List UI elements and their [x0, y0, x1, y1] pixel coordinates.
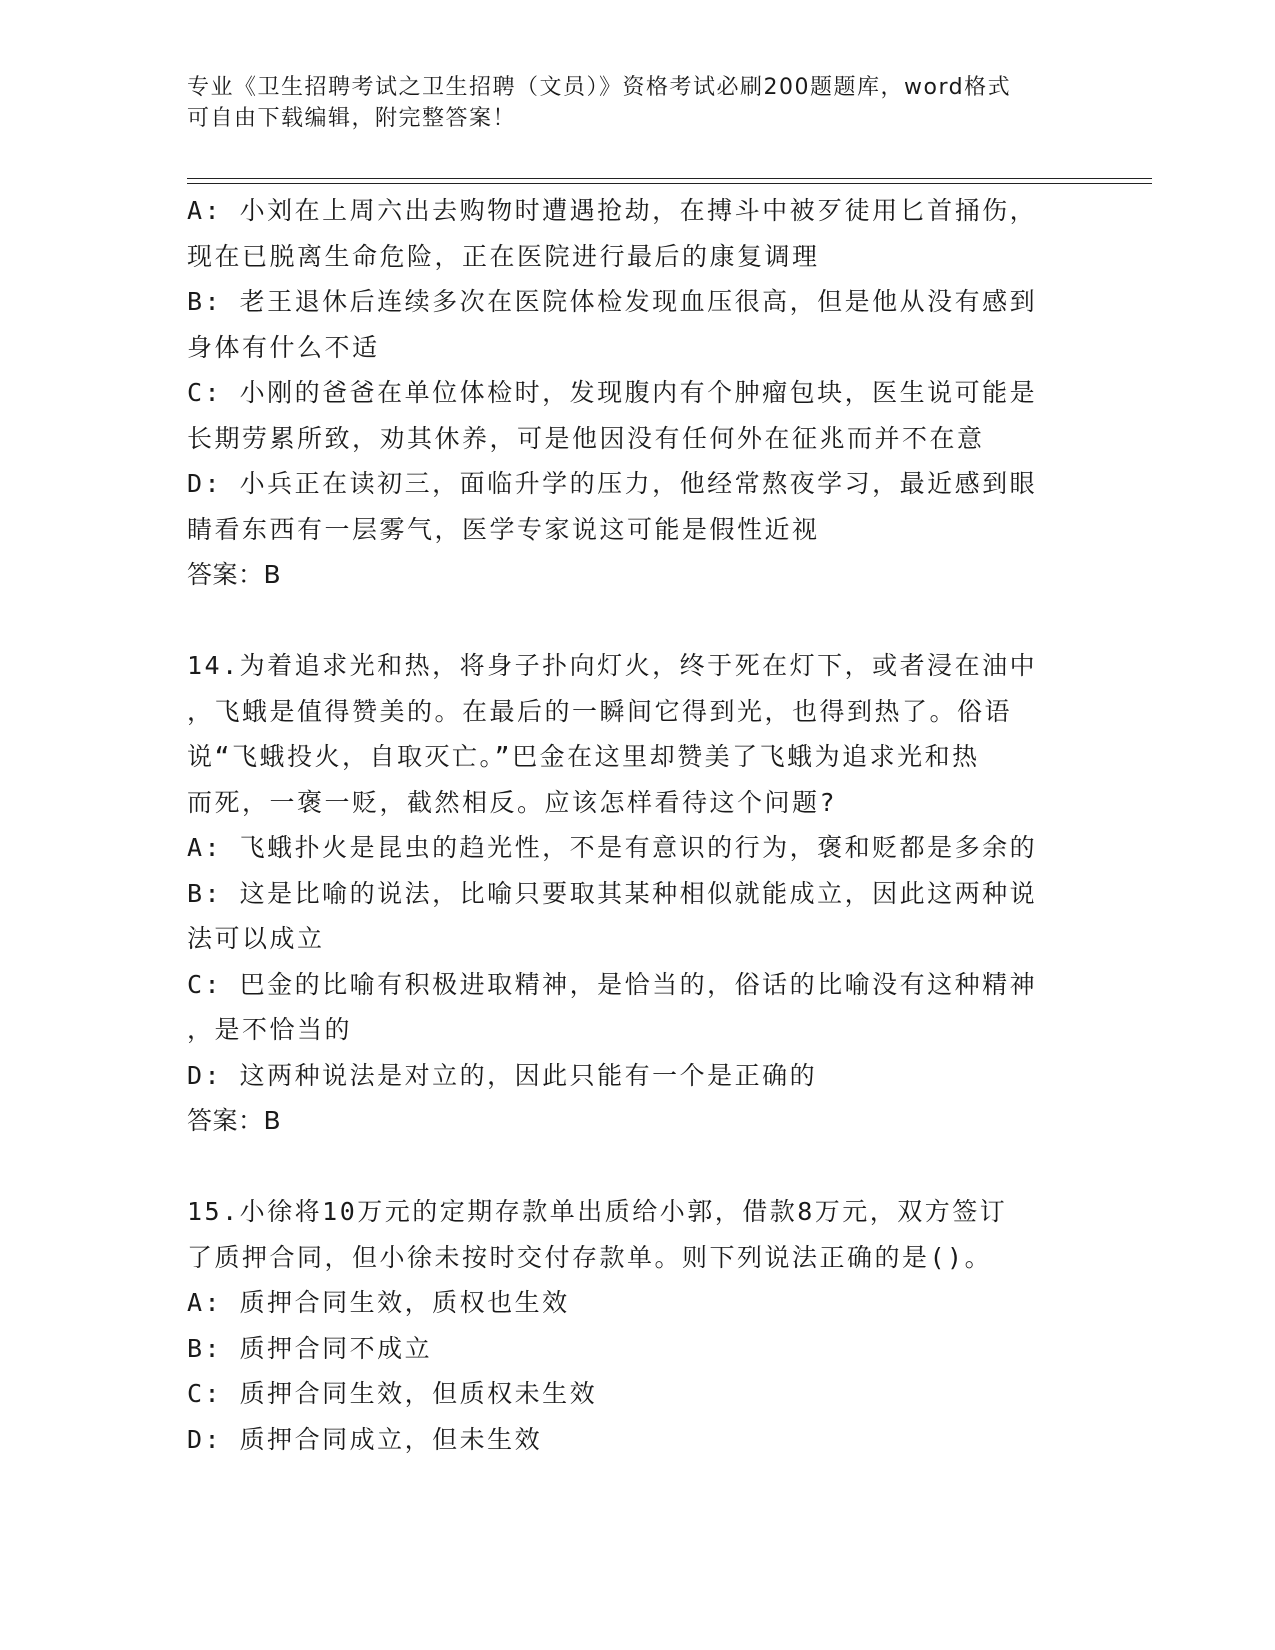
question-stem: 14.为着追求光和热，将身子扑向灯火，终于死在灯下，或者浸在油中	[187, 651, 1038, 680]
answer: 答案：B	[187, 1106, 282, 1135]
option-b-continued: 身体有什么不适	[187, 332, 380, 362]
option-d-continued: 睛看东西有一层雾气，医学专家说这可能是假性近视	[187, 514, 820, 544]
option-a: A: 飞蛾扑火是昆虫的趋光性，不是有意识的行为，褒和贬都是多余的	[187, 833, 1038, 862]
question-stem-continued: 了质押合同，但小徐未按时交付存款单。则下列说法正确的是()。	[187, 1242, 993, 1272]
option-b-continued: 法可以成立	[187, 924, 325, 953]
question-stem-continued: ，飞蛾是值得赞美的。在最后的一瞬间它得到光，也得到热了。俗语	[187, 696, 1013, 726]
question-stem-continued: 说“飞蛾投火，自取灭亡。”巴金在这里却赞美了飞蛾为追求光和热	[187, 742, 980, 771]
option-c-continued: ，是不恰当的	[187, 1015, 353, 1044]
document-header	[187, 72, 1067, 134]
question-stem: 15.小徐将10万元的定期存款单出质给小郭，借款8万元，双方签订	[187, 1197, 1008, 1226]
option-a: A: 小刘在上周六出去购物时遭遇抢劫，在搏斗中被歹徒用匕首捅伤，	[187, 196, 1038, 225]
question-13	[187, 188, 1067, 598]
header-divider	[187, 178, 1152, 184]
option-c-continued: 长期劳累所致，劝其休养，可是他因没有任何外在征兆而并不在意	[187, 423, 985, 453]
option-a-continued: 现在已脱离生命危险，正在医院进行最后的康复调理	[187, 241, 820, 271]
option-d: D: 这两种说法是对立的，因此只能有一个是正确的	[187, 1060, 818, 1090]
option-b: B: 质押合同不成立	[187, 1333, 433, 1363]
option-d: D: 小兵正在读初三，面临升学的压力，他经常熬夜学习，最近感到眼	[187, 469, 1038, 498]
document-body	[187, 188, 1067, 1462]
option-b: B: 这是比喻的说法，比喻只要取其某种相似就能成立，因此这两种说	[187, 878, 1038, 908]
option-b: B: 老王退休后连续多次在医院体检发现血压很高，但是他从没有感到	[187, 287, 1038, 316]
question-15	[187, 1189, 1067, 1462]
question-14	[187, 643, 1067, 1144]
option-c: C: 小刚的爸爸在单位体检时，发现腹内有个肿瘤包块，医生说可能是	[187, 378, 1038, 407]
spacer	[187, 598, 1067, 644]
header-title-line-1: 专业《卫生招聘考试之卫生招聘（文员）》资格考试必刷200题题库，word格式	[187, 75, 1012, 100]
question-stem-continued: 而死，一褒一贬，截然相反。应该怎样看待这个问题?	[187, 787, 838, 817]
header-title-line-2: 可自由下载编辑，附完整答案！	[187, 106, 517, 131]
answer: 答案：B	[187, 560, 282, 589]
option-c: C: 巴金的比喻有积极进取精神，是恰当的，俗话的比喻没有这种精神	[187, 969, 1038, 999]
option-c: C: 质押合同生效，但质权未生效	[187, 1379, 598, 1408]
spacer	[187, 1144, 1067, 1190]
option-a: A: 质押合同生效，质权也生效	[187, 1288, 570, 1317]
option-d: D: 质押合同成立，但未生效	[187, 1424, 543, 1454]
